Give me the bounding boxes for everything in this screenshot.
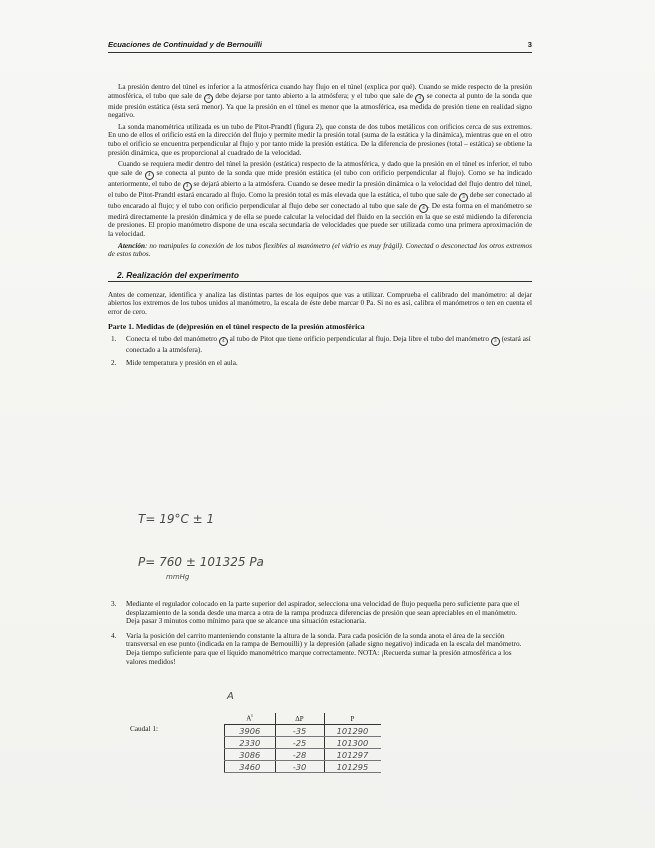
table-cell: -25	[275, 737, 324, 749]
table-label: Caudal 1:	[130, 725, 158, 733]
handwritten-pressure-unit: mmHg	[166, 573, 190, 581]
table-row	[225, 761, 381, 773]
document-steps-continued	[108, 600, 532, 666]
step-3: 3. Mediante el regulador colocado en la parte superior del aspirador, selecciona una velocidad de flujo pequeña pero suficiente para que el desplazamiento de la sonda desde una marca a otra de la rampa produzca diferencias de presión que sean apreciables en el manómetro. Deja pasar 3 minutos como mínimo para que se alcance una situación estacionaria.	[111, 600, 520, 626]
handwritten-area-mark: A	[227, 691, 234, 702]
circled-number: 3	[183, 182, 192, 191]
table-cell: 3086	[225, 749, 276, 761]
handwritten-temperature: T= 19°C ± 1	[138, 512, 215, 526]
table-cell: -35	[275, 725, 324, 737]
circled-number: 4	[415, 94, 424, 103]
table-cell: 3906	[225, 725, 276, 737]
table-cell: 3460	[225, 761, 276, 773]
experiment-intro: Antes de comenzar, identifica y analiza las distintas partes de los equipos que vas a utilizar. Comprueba el calibrado del manómetro: al dejar abiertos los extremos de los tubos unidos al manómetro, la escala de éste debe marcar 0 Pa. Si no es así, calibra el manómetros o ten en cuenta el error de cero.	[108, 290, 532, 316]
warning-label: Atención	[118, 241, 145, 250]
table-row	[225, 749, 381, 761]
table-header-row	[225, 713, 381, 725]
circled-number: 4	[145, 171, 154, 180]
table-row	[225, 725, 381, 737]
paragraph-pitot-probe: La sonda manométrica utilizada es un tubo de Pitot-Prandtl (figura 2), que consta de dos tubos metálicos con orificios cerca de sus extremos. En uno de ellos el orificio está en la dirección del flujo y permite medir la presión total (suma de la estática y la dinámica), mientras que en el otro tubo el orificio se encuentra perpendicular al flujo y por tanto mide la presión estática. De la diferencia de presiones (total – estática) se obtiene la presión dinámica, que es proporcional al cuadrado de la velocidad.	[108, 122, 532, 157]
table-cell: -28	[275, 749, 324, 761]
circled-number: 3	[491, 337, 500, 346]
paragraph-pressure-tunnel: La presión dentro del túnel es inferior a la atmosférica cuando hay flujo en el túnel (explica por qué). Cuando se mide respecto de la presión atmosférica, el tubo que sale de 3 debe dejarse por tanto abierto a la atmósfera; y el tubo que sale de 4 se conecta al punto de la sonda que mide presión estática (ésta será menor). Ya que la presión en el túnel es menor que la atmosférica, esa medida de presión tiene en realidad signo negativo.	[108, 83, 532, 120]
table-cell: 101290	[324, 725, 381, 737]
circled-number: 4	[419, 204, 428, 213]
handwritten-pressure: P= 760 ± 101325 Pa	[138, 555, 264, 569]
document-page	[108, 40, 532, 367]
header-title: Ecuaciones de Continuidad y de Bernouilli	[108, 40, 263, 49]
step-4: 4. Varía la posición del carrito manteniendo constante la altura de la sonda. Para cada posición de la sonda anota el área de la sección transversal en ese punto (indicada en la rampa de Bernouilli) y la depresión (añade signo negativo) indicada en la escala del manómetro. Deja tiempo suficiente para que el líquido manométrico marque correctamente. NOTA: ¡Recuerda sumar la presión atmosférica a los valores medidos!	[111, 631, 522, 666]
column-header-delta-p: ΔP	[275, 713, 324, 725]
table-cell: -30	[275, 761, 324, 773]
circled-number: 3	[459, 193, 468, 202]
part-1-heading: Parte 1. Medidas de (de)presión en el túnel respecto de la presión atmosférica	[108, 321, 365, 331]
step-2: 2. Mide temperatura y presión en el aula.	[111, 358, 238, 367]
measurements-table	[224, 713, 381, 773]
paragraph-measurement-setup: Cuando se requiera medir dentro del túnel la presión (estática) respecto de la atmosférica, y dado que la presión en el túnel es inferior, el tubo que sale de 4 se conecta al punto de la sonda que mide presión estática (el tubo con orificio perpendicular al flujo). Como se ha indicado anteriormente, el tubo de 3 se dejará abierto a la atmósfera. Cuando se desee medir la presión dinámica o la velocidad del flujo dentro del túnel, el tubo de Pitot-Prandtl estará encarado al flujo. Como la presión total es más elevada que la estática, el tubo que sale de 3 debe ser conectado al tubo encarado al flujo; y el tubo con orificio perpendicular al flujo debe ser conectado al tubo que sale de 4 . De esta forma en el manómetro se medirá directamente la presión dinámica y de ella se puede calcular la velocidad del fluido en la sección en la que se esté midiendo la diferencia de presiones. El propio manómetro dispone de una escala secundaria de velocidades que puede ser utilizada como una primera aproximación de la velocidad.	[108, 160, 532, 238]
table-row	[225, 737, 381, 749]
running-header	[108, 40, 532, 53]
table-cell: 101300	[324, 737, 381, 749]
page-number: 3	[527, 40, 532, 49]
circled-number: 3	[204, 94, 213, 103]
table-cell: 101297	[324, 749, 381, 761]
table-cell: 101295	[324, 761, 381, 773]
section-heading: 2. Realización del experimento	[108, 270, 532, 282]
circled-number: 4	[219, 337, 228, 346]
column-header-area: $A^t$	[225, 713, 276, 725]
table-cell: 2330	[225, 737, 276, 749]
warning-note: Atención: no manipules la conexión de los tubos flexibles al manómetro (el vidrio es muy frágil). Conectad o desconectad los otros extremos de estos tubos.	[108, 241, 532, 259]
column-header-pressure: P	[324, 713, 381, 725]
step-1: 1. Conecta el tubo del manómetro 4 al tubo de Pitot que tiene orificio perpendicular al flujo. Deja libre el tubo del manómetro 3 (estará así conectado a la atmósfera).	[111, 335, 531, 355]
